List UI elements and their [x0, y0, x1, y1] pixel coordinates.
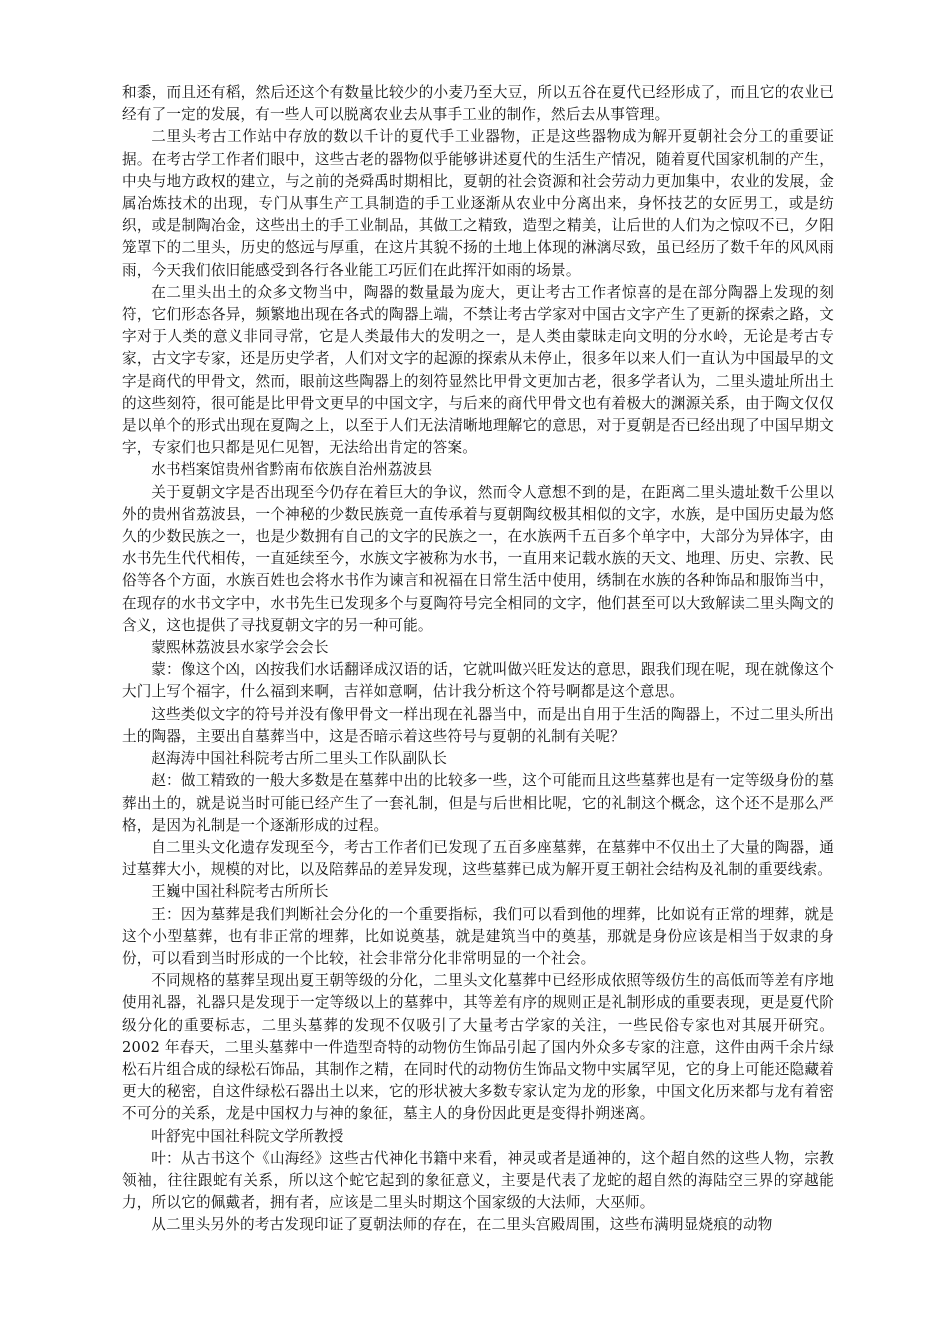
- paragraph-7: 不同规格的墓葬呈现出夏王朝等级的分化，二里头文化墓葬中已经形成依照等级仿生的高低而等差有序地使用礼器，礼器只是发现于一定等级以上的墓葬中，其等差有序的规则正是礼制形成的重要表现，更是夏代阶级分化的重要标志，二里头墓葬的发现不仅吸引了大量考古学家的关注，一些民俗专家也对其展开研究。2002 年春天，二里头墓葬中一件造型奇特的动物仿生饰品引起了国内外众多专家的注意，这件由两千余片绿松石片组合成的绿松石饰品，其制作之精，在同时代的动物仿生饰品文物中实属罕见，它的身上可能还隐藏着更大的秘密，自这件绿松石器出土以来，它的形状被大多数专家认定为龙的形象，中国文化历来都与龙有着密不可分的关系，龙是中国权力与神的象征，墓主人的身份因此更是变得扑朔迷离。: [122, 972, 834, 1123]
- paragraph-5: 这些类似文字的符号并没有像甲骨文一样出现在礼器当中，而是出自用于生活的陶器上，不过二里头所出土的陶器，主要出自墓葬当中，这是否暗示着这些符号与夏朝的礼制有关呢？: [122, 705, 834, 745]
- document-page: [122, 82, 834, 1237]
- paragraph-2: 二里头考古工作站中存放的数以千计的夏代手工业器物，正是这些器物成为解开夏朝社会分工的重要证据。在考古学工作者们眼中，这些古老的器物似乎能够讲述夏代的生活生产情况，随着夏代国家机制的产生，中央与地方政权的建立，与之前的尧舜禹时期相比，夏朝的社会资源和社会劳动力更加集中，农业的发展，金属冶炼技术的出现，专门从事生产工具制造的手工业逐渐从农业中分离出来，身怀技艺的女匠男工，或是纺织，或是制陶冶金，这些出土的手工业制品，其做工之精致，造型之精美，让后世的人们为之惊叹不已，夕阳笼罩下的二里头，历史的悠远与厚重，在这片其貌不扬的土地上体现的淋漓尽致，虽已经历了数千年的风风雨雨，今天我们依旧能感受到各行各业能工巧匠们在此挥汗如雨的场景。: [122, 128, 834, 279]
- paragraph-3: 在二里头出土的众多文物当中，陶器的数量最为庞大，更让考古工作者惊喜的是在部分陶器上发现的刻符，它们形态各异，频繁地出现在各式的陶器上端，不禁让考古学家对中国古文字产生了更新的探索之路，文字对于人类的意义非同寻常，它是人类最伟大的发明之一，是人类由蒙昧走向文明的分水岭，无论是考古专家，古文字专家，还是历史学者，人们对文字的起源的探索从未停止，很多年以来人们一直认为中国最早的文字是商代的甲骨文，然而，眼前这些陶器上的刻符显然比甲骨文更加古老，很多学者认为，二里头遗址所出土的这些刻符，很可能是比甲骨文更早的中国文字，与后来的商代甲骨文也有着极大的渊源关系，由于陶文仅仅是以单个的形式出现在夏陶之上，以至于人们无法清晰地理解它的意思，对于夏朝是否已经出现了中国早期文字，专家们也只都是见仁见智，无法给出肯定的答案。: [122, 283, 834, 457]
- paragraph-6: 自二里头文化遗存发现至今，考古工作者们已发现了五百多座墓葬，在墓葬中不仅出土了大量的陶器，通过墓葬大小，规模的对比，以及陪葬品的差异发现，这些墓葬已成为解开夏王朝社会结构及礼制的重要线索。: [122, 838, 834, 879]
- paragraph-4: 关于夏朝文字是否出现至今仍存在着巨大的争议，然而令人意想不到的是，在距离二里头遗址数千公里以外的贵州省荔波县，一个神秘的少数民族竟一直传承着与夏朝陶纹极其相似的文字，水族，是中国历史最为悠久的少数民族之一，也是少数拥有自己的文字的民族之一，在水族两千五百多个单字中，大部分为异体字，由水书先生代代相传，一直延续至今，水族文字被称为水书，一直用来记载水族的天文、地理、历史、宗教、民俗等各个方面，水族百姓也会将水书作为谏言和祝福在日常生活中使用，绣制在水族的各种饰品和服饰当中，在现存的水书文字中，水书先生已发现多个与夏陶符号完全相同的文字，他们甚至可以大致解读二里头陶文的含义，这也提供了寻找夏朝文字的另一种可能。: [122, 483, 834, 634]
- speaker-caption-water-script-archive: 水书档案馆贵州省黔南布依族自治州荔波县: [151, 461, 433, 479]
- quote-zhao: 赵：做工精致的一般大多数是在墓葬中出的比较多一些，这个可能而且这些墓葬也是有一定等级身份的墓葬出土的，就是说当时可能已经产生了一套礼制，但是与后世相比呢，它的礼制这个概念，这个还不是那么严格，是因为礼制是一个逐渐形成的过程。: [122, 772, 834, 834]
- paragraph-1: 和黍，而且还有稻，然后还这个有数量比较少的小麦乃至大豆，所以五谷在夏代已经形成了，而且它的农业已经有了一定的发展，有一些人可以脱离农业去从事手工业的制作，然后去从事管理。: [122, 84, 834, 124]
- speaker-caption-ye: 叶舒宪中国社科院文学所教授: [151, 1127, 344, 1145]
- quote-wang: 王：因为墓葬是我们判断社会分化的一个重要指标，我们可以看到他的埋葬，比如说有正常的埋葬，就是这个小型墓葬，也有非正常的埋葬，比如说奠基，就是建筑当中的奠基，那就是身份应该是相当于奴隶的身份，可以看到当时形成的一个比较，社会非常分化非常明显的一个社会。: [122, 905, 834, 967]
- quote-meng: 蒙：像这个凶，凶按我们水话翻译成汉语的话，它就叫做兴旺发达的意思，跟我们现在呢，现在就像这个大门上写个福字，什么福到来啊，吉祥如意啊，估计我分析这个符号啊都是这个意思。: [122, 661, 834, 701]
- speaker-caption-zhao: 赵海涛中国社科院考古所二里头工作队副队长: [151, 750, 448, 768]
- speaker-caption-meng: 蒙熙林荔波县水家学会会长: [151, 639, 329, 657]
- speaker-caption-wang: 王巍中国社科院考古所所长: [151, 883, 329, 901]
- paragraph-8: 从二里头另外的考古发现印证了夏朝法师的存在，在二里头宫殿周围，这些布满明显烧痕的动物: [151, 1216, 773, 1234]
- quote-ye: 叶：从古书这个《山海经》这些古代神化书籍中来看，神灵或者是通神的，这个超自然的这些人物，宗教领袖，往往跟蛇有关系，所以这个蛇它起到的象征意义，主要是代表了龙蛇的超自然的海陆空三界的穿越能力，所以它的佩戴者，拥有者，应该是二里头时期这个国家级的大法师，大巫师。: [122, 1149, 834, 1212]
